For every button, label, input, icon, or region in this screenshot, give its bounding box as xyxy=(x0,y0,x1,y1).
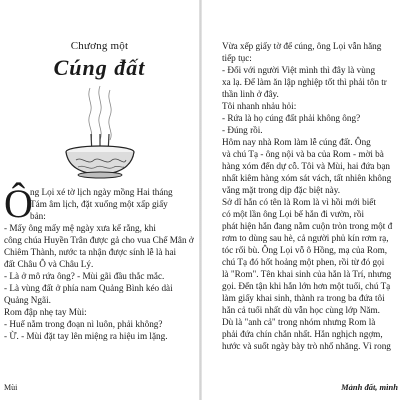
body-line: - Là ở mô rứa ông? - Mùi gãi đầu thắc mắc. xyxy=(4,271,165,281)
body-line: chú Tạ đó hốt hoảng một phen, rồi từ đó gọi xyxy=(222,257,385,267)
body-line: Rom đập nhẹ tay Mùi: xyxy=(4,307,87,317)
body-line: Sở dĩ hắn có tên là Rom là vì hồi mới biết xyxy=(222,197,376,207)
body-line: là "Rom". Tên khai sinh của hắn là Trí, nhưng xyxy=(222,269,392,279)
body-line: - Ừ. - Mùi đặt tay lên miệng ra hiệu im lặng. xyxy=(4,331,168,341)
body-line: làm giấy khai sinh, thành ra trong ba đứa tôi xyxy=(222,293,385,303)
right-page xyxy=(202,0,400,400)
body-line: ng Lọi xé tờ lịch ngày mồng Hai tháng xyxy=(30,187,173,197)
body-line: tóc rối bù. Ông Lọi vỗ ô Hồng, mạ của Rom, xyxy=(222,245,388,255)
body-line: hàng xóm đến dự cỗ. Tôi và Mùi, hai đứa bạn xyxy=(222,161,390,171)
body-line: Vừa xếp giấy tờ để cúng, ông Lọi vẫn hăng xyxy=(222,41,382,51)
body-line: công chúa Huyền Trân được gả cho vua Chế Mân ở xyxy=(4,235,194,245)
body-line: rơm to dùng sau hè, cả người phủ kín rơm rạ, xyxy=(222,233,389,243)
body-line: - Đối với người Việt mình thì đây là vùng xyxy=(222,65,376,75)
body-line: Tám âm lịch, đặt xuống một xấp giấy xyxy=(30,199,168,209)
body-line: - Mấy ông mấy mệ ngày xưa kể rằng, khi xyxy=(4,223,156,233)
body-line: phát hiện hắn đang nằm cuộn tròn trong một đ xyxy=(222,221,393,231)
incense-bowl-illustration xyxy=(30,84,170,180)
right-body-text xyxy=(222,40,392,352)
body-line: có một lần ông Lọi bế hắn đi vườn, rồi xyxy=(222,209,365,219)
body-line: hước và suốt ngày bày trò nhố nhăng. Vì rong xyxy=(222,341,391,351)
body-line: Hôm nay nhà Rom làm lễ cúng đất. Ông xyxy=(222,137,371,147)
body-line: vắng mặt trong dịp đặc biệt này. xyxy=(222,185,341,195)
left-page xyxy=(0,0,199,400)
body-line: Dù là "anh cả" trong nhóm nhưng Rom là xyxy=(222,317,376,327)
running-footer: Mảnh đất, mình xyxy=(341,382,398,392)
chapter-title: Cúng đất xyxy=(53,55,146,80)
page-folio: Mùi xyxy=(4,383,18,392)
body-line: - Huế nằm trong đoạn nì luôn, phải không? xyxy=(4,319,163,329)
body-line: - Là vùng đất ở phía nam Quảng Bình kéo dài xyxy=(4,283,173,293)
body-line: xa lạ. Để làm ăn lập nghiệp tốt thì phải tôn tr xyxy=(222,77,387,87)
dropcap-letter: Ô xyxy=(4,181,33,226)
body-line: phải đứa chín chắn nhất. Hắn nghịch ngợm, xyxy=(222,329,383,339)
body-line: Chiêm Thành, nước ta nhận được sính lễ là hai xyxy=(4,247,177,257)
body-line: thần linh ở đây. xyxy=(222,89,279,99)
body-line: gọi. Đến tận khi hắn lớn hơn một tuổi, chú Tạ xyxy=(222,281,391,291)
body-line: nhất kiêm hàng xóm sát vách, tất nhiên không xyxy=(222,173,392,183)
body-line: - Rứa là họ cúng đất phải không ông? xyxy=(222,113,361,123)
chapter-label: Chương một xyxy=(70,40,129,52)
body-line: tiếp tục: xyxy=(222,53,252,63)
body-line: hắn cả tuổi nhất dù vẫn học cùng lớp Năm. xyxy=(222,305,380,315)
body-line: và chú Tạ - ông nội và ba của Rom - mời bà xyxy=(222,149,384,159)
body-line: - Đúng rồi. xyxy=(222,125,263,135)
body-line: bản: xyxy=(30,211,46,221)
left-body-text xyxy=(4,181,194,342)
body-line: Quảng Ngãi. xyxy=(4,295,51,305)
body-line: đất Châu Ô và Châu Lý. xyxy=(4,259,94,269)
body-line: Tôi nhanh nhảu hỏi: xyxy=(222,101,297,111)
